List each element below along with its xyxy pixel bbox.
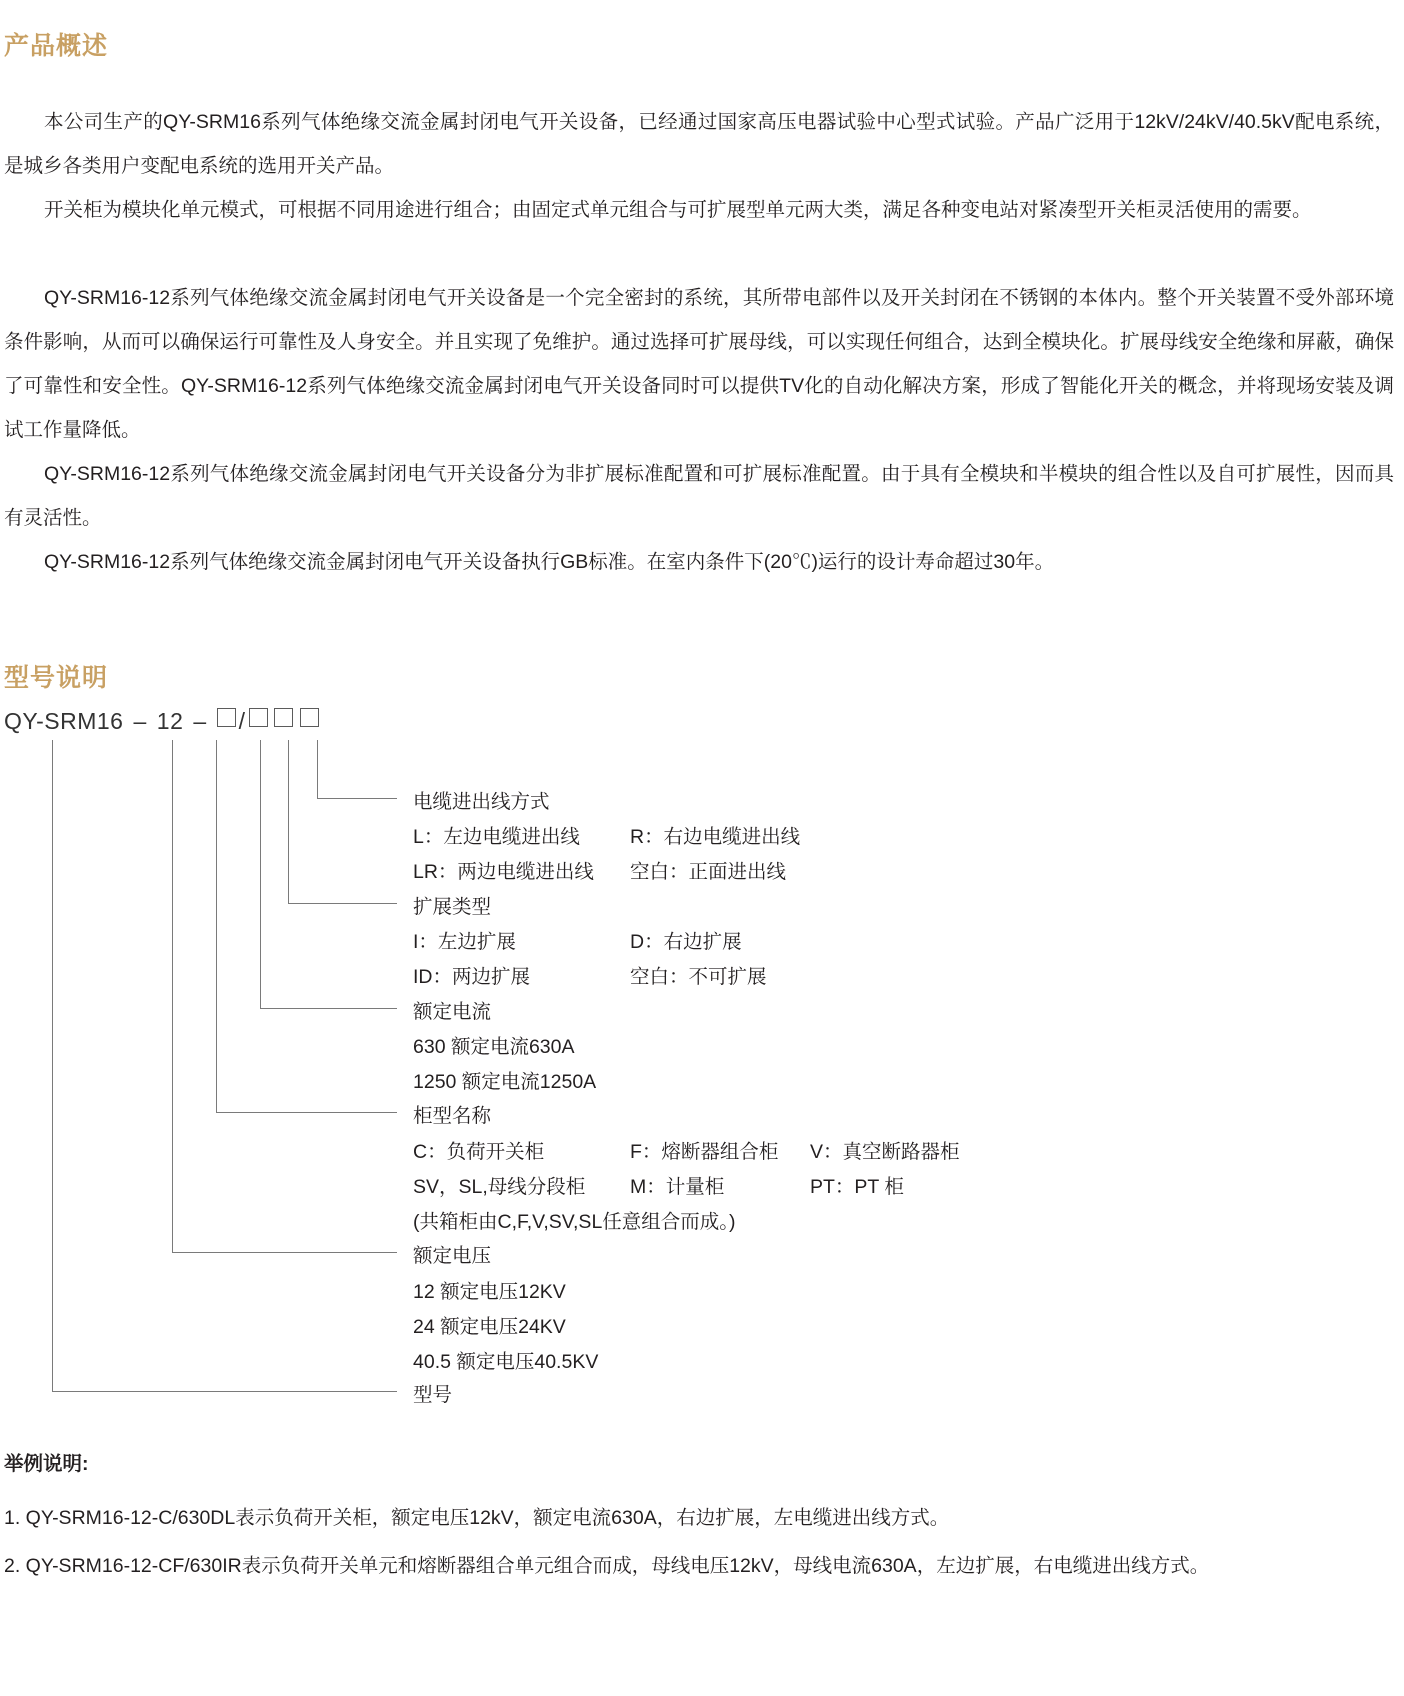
legend-voltage-24: 24 额定电压24KV bbox=[413, 1316, 566, 1338]
model-code-box-cabinet bbox=[217, 708, 236, 727]
model-code-diagram bbox=[0, 700, 1404, 1420]
legend-title-cabinet: 柜型名称 bbox=[413, 1105, 492, 1127]
legend-expansion-d: D：右边扩展 bbox=[630, 931, 742, 953]
legend-cable-l: L：左边电缆进出线 bbox=[413, 826, 580, 848]
leader-hline-model bbox=[52, 1391, 397, 1392]
model-code-box-expansion bbox=[274, 708, 293, 727]
model-code-dash: – bbox=[133, 708, 147, 734]
legend-voltage-12: 12 额定电压12KV bbox=[413, 1281, 566, 1303]
model-code-box-cable bbox=[300, 708, 319, 727]
legend-cabinet-pt: PT：PT 柜 bbox=[810, 1176, 904, 1198]
legend-title-expansion: 扩展类型 bbox=[413, 896, 492, 918]
legend-title-cable: 电缆进出线方式 bbox=[413, 791, 550, 813]
legend-cabinet-c: C：负荷开关柜 bbox=[413, 1141, 545, 1163]
legend-current-1250: 1250 额定电流1250A bbox=[413, 1071, 597, 1093]
legend-cabinet-note: (共箱柜由C,F,V,SV,SL任意组合而成。) bbox=[413, 1211, 736, 1233]
model-code-prefix: QY-SRM16 bbox=[4, 708, 124, 734]
leader-vline-cabinet bbox=[216, 740, 217, 1112]
leader-hline-voltage bbox=[172, 1252, 397, 1253]
legend-expansion-blank: 空白：不可扩展 bbox=[630, 966, 767, 988]
legend-voltage-405: 40.5 额定电压40.5KV bbox=[413, 1351, 599, 1373]
leader-hline-cable bbox=[317, 798, 397, 799]
legend-title-voltage: 额定电压 bbox=[413, 1245, 492, 1267]
overview-paragraph-2: 开关柜为模块化单元模式，可根据不同用途进行组合；由固定式单元组合与可扩展型单元两大类，满足各种变电站对紧凑型开关柜灵活使用的需要。 bbox=[44, 198, 1312, 221]
overview-paragraph-4: QY-SRM16-12系列气体绝缘交流金属封闭电气开关设备分为非扩展标准配置和可扩展标准配置。由于具有全模块和半模块的组合性以及自可扩展性，因而具有灵活性。 bbox=[4, 462, 1394, 529]
leader-hline-current bbox=[260, 1008, 397, 1009]
legend-cable-r: R：右边电缆进出线 bbox=[630, 826, 801, 848]
model-code-voltage: 12 bbox=[156, 708, 184, 734]
leader-vline-model bbox=[52, 740, 53, 1391]
legend-cabinet-f: F：熔断器组合柜 bbox=[630, 1141, 779, 1163]
legend-cabinet-v: V：真空断路器柜 bbox=[810, 1141, 960, 1163]
legend-expansion-id: ID：两边扩展 bbox=[413, 966, 531, 988]
leader-vline-cable bbox=[317, 740, 318, 798]
leader-hline-expansion bbox=[288, 903, 397, 904]
legend-expansion-i: I：左边扩展 bbox=[413, 931, 516, 953]
legend-cable-blank: 空白：正面进出线 bbox=[630, 861, 787, 883]
example-item-2: 2. QY-SRM16-12-CF/630IR表示负荷开关单元和熔断器组合单元组合而成，母线电压12kV，母线电流630A，左边扩展，右电缆进出线方式。 bbox=[4, 1555, 1210, 1577]
examples-title: 举例说明: bbox=[4, 1453, 89, 1475]
legend-cabinet-sv-sl: SV，SL,母线分段柜 bbox=[413, 1176, 586, 1198]
leader-hline-cabinet bbox=[216, 1112, 397, 1113]
overview-paragraph-5: QY-SRM16-12系列气体绝缘交流金属封闭电气开关设备执行GB标准。在室内条件下(20℃)运行的设计寿命超过30年。 bbox=[44, 550, 1055, 573]
leader-vline-current bbox=[260, 740, 261, 1008]
page-title-overview: 产品概述 bbox=[4, 32, 109, 60]
model-code-dash2: – bbox=[193, 708, 207, 734]
legend-title-model: 型号 bbox=[413, 1384, 453, 1406]
legend-current-630: 630 额定电流630A bbox=[413, 1036, 575, 1058]
model-code-slash: / bbox=[238, 708, 246, 734]
legend-cable-lr: LR：两边电缆进出线 bbox=[413, 861, 594, 883]
page-title-model: 型号说明 bbox=[4, 664, 109, 692]
overview-paragraph-1: 本公司生产的QY-SRM16系列气体绝缘交流金属封闭电气开关设备，已经通过国家高压电器试验中心型式试验。产品广泛用于12kV/24kV/40.5kV配电系统，是城乡各类用户变配电系统的选用开关产品。 bbox=[4, 110, 1394, 177]
model-code-string bbox=[4, 708, 319, 735]
example-item-1: 1. QY-SRM16-12-C/630DL表示负荷开关柜，额定电压12kV，额定电流630A，右边扩展，左电缆进出线方式。 bbox=[4, 1507, 950, 1529]
model-code-box-current bbox=[249, 708, 268, 727]
leader-vline-voltage bbox=[172, 740, 173, 1252]
leader-vline-expansion bbox=[288, 740, 289, 903]
legend-title-current: 额定电流 bbox=[413, 1001, 492, 1023]
overview-paragraph-3: QY-SRM16-12系列气体绝缘交流金属封闭电气开关设备是一个完全密封的系统，其所带电部件以及开关封闭在不锈钢的本体内。整个开关装置不受外部环境条件影响，从而可以确保运行可靠性及人身安全。并且实现了免维护。通过选择可扩展母线，可以实现任何组合，达到全模块化。扩展母线安全绝缘和屏蔽，确保了可靠性和安全性。QY-SRM16-12系列气体绝缘交流金属封闭电气开关设备同时可以提供TV化的自动化解决方案，形成了智能化开关的概念，并将现场安装及调试工作量降低。 bbox=[4, 286, 1394, 441]
legend-cabinet-m: M：计量柜 bbox=[630, 1176, 725, 1198]
